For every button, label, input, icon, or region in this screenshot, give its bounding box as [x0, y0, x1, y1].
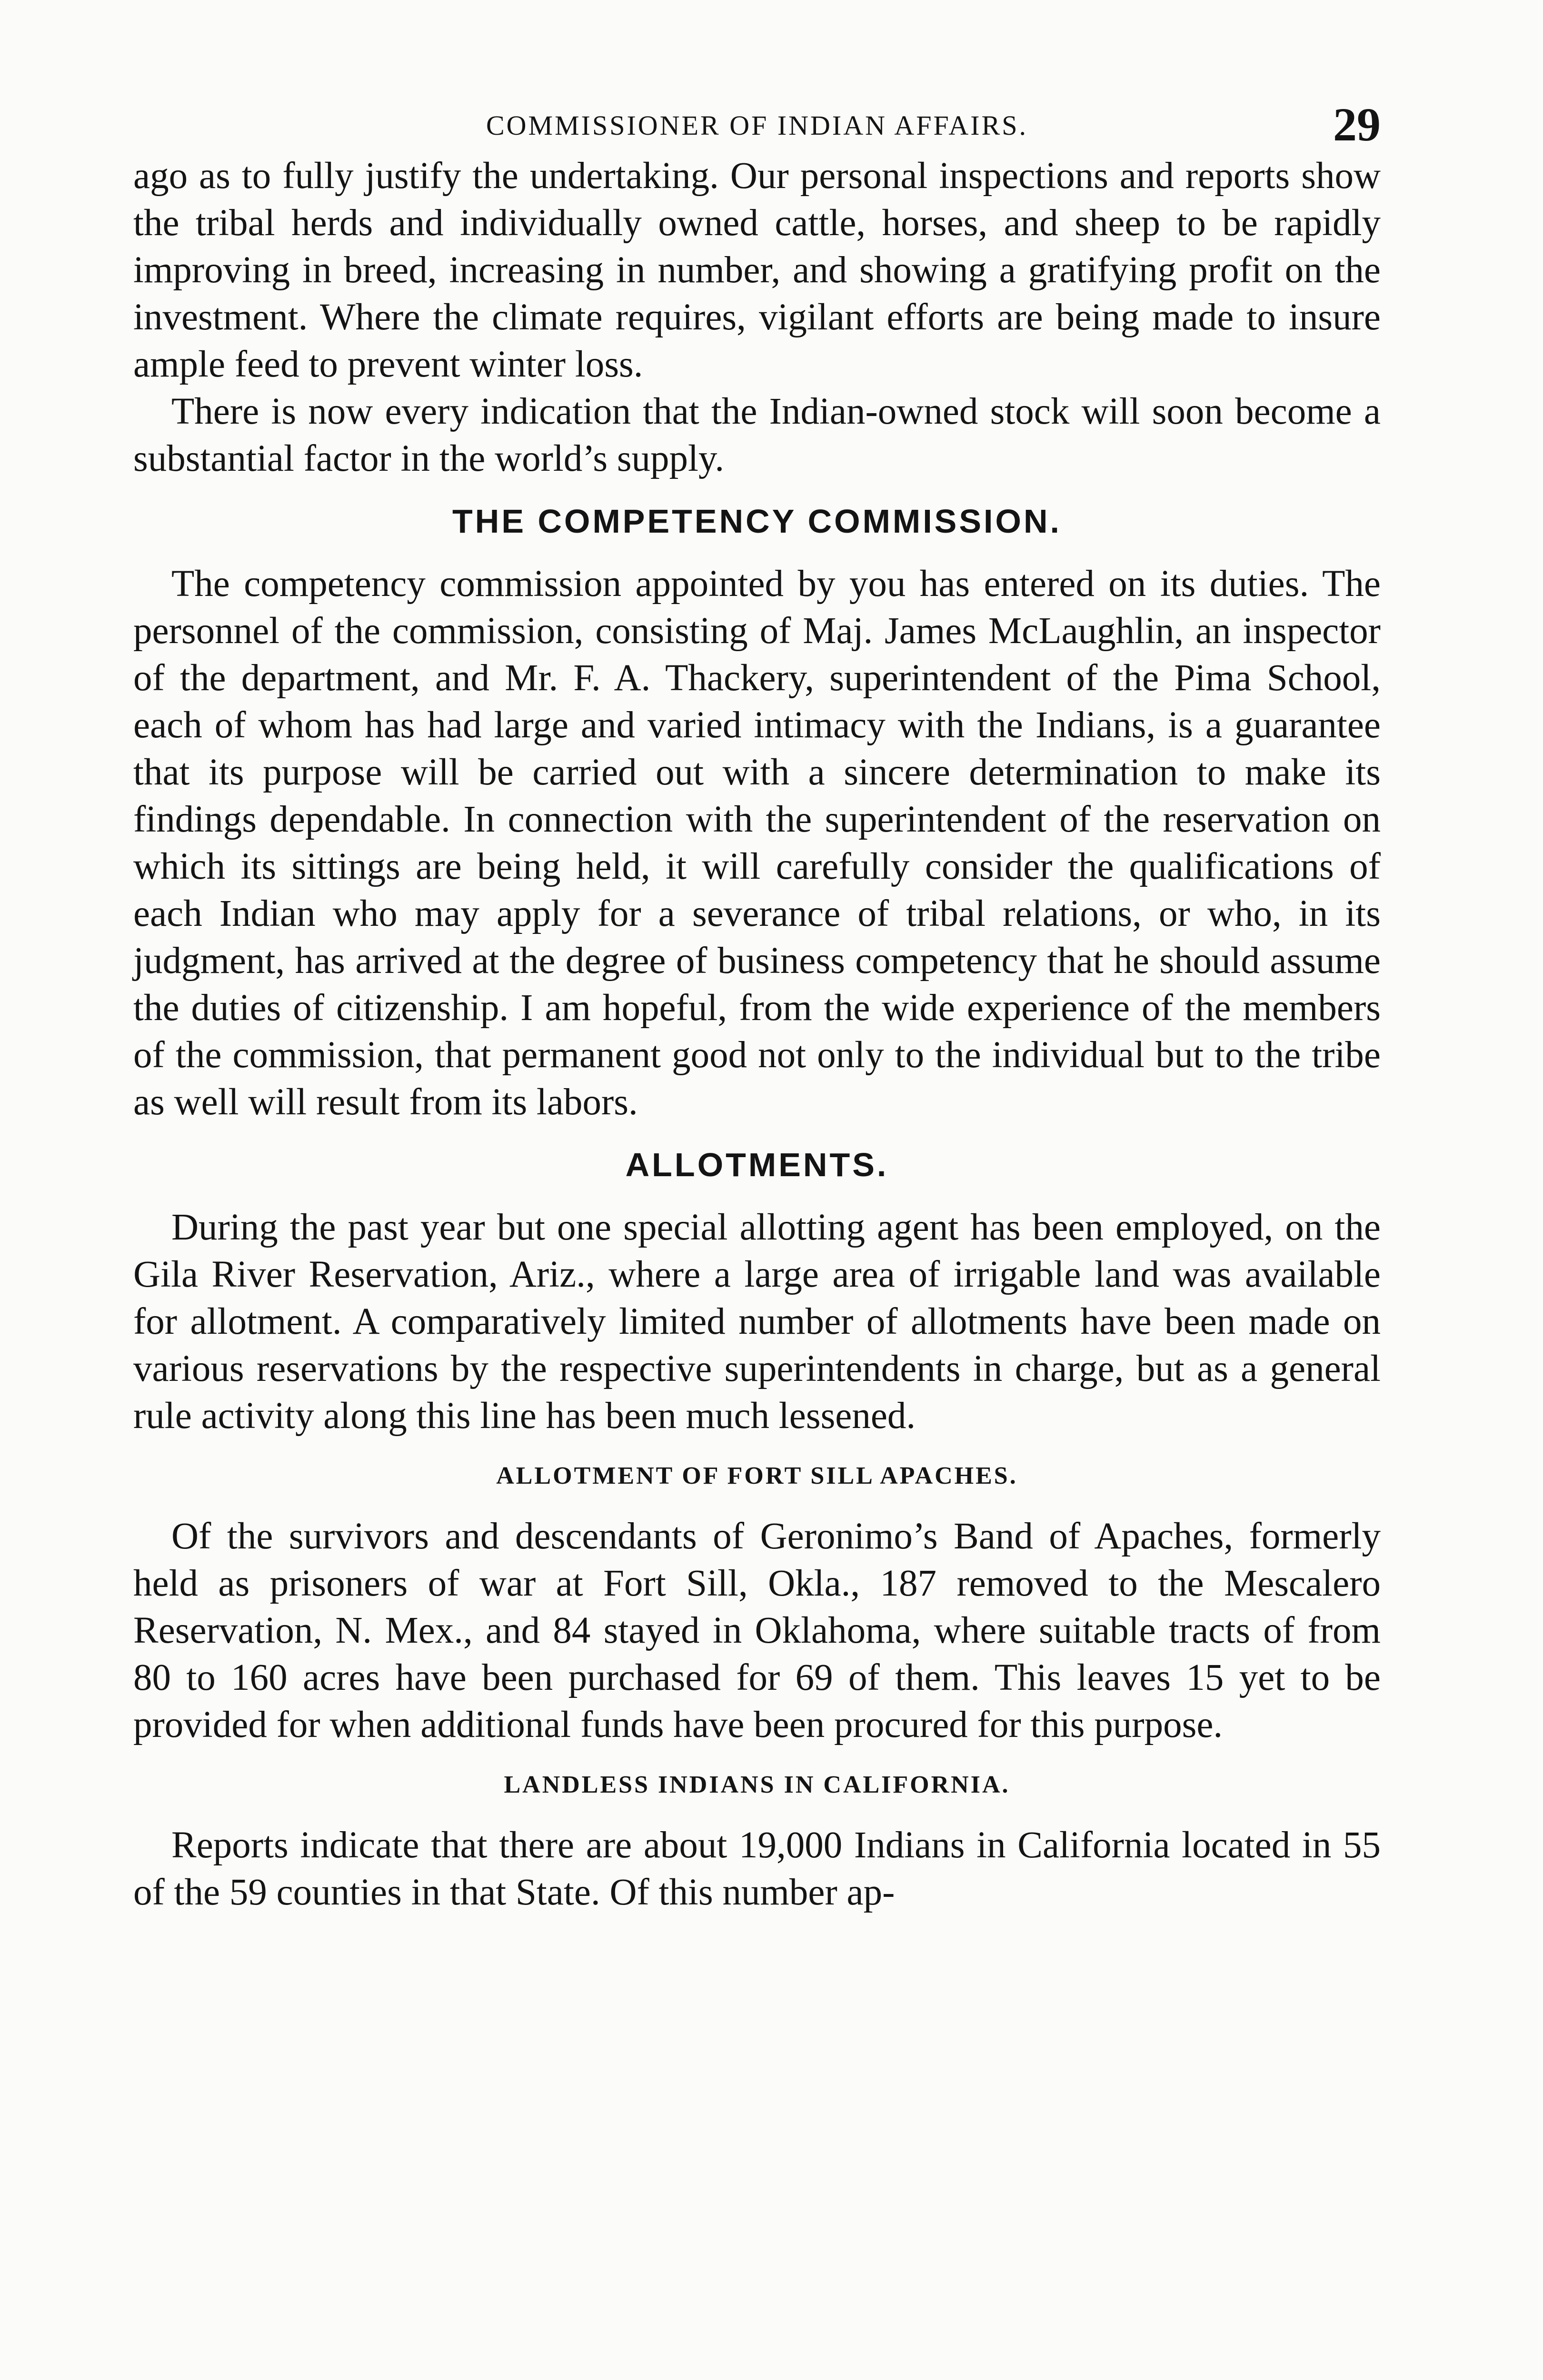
paragraph-livestock: ago as to fully justify the undertaking. Our personal inspections and reports show the tribal herds and individually owned cattle, horses, and sheep to be rapidly improving in breed, increasing in number, and showing a gratifying profit on the investment. Where the climate requires, vigilant efforts are being made to insure ample feed to prevent winter loss.	[133, 155, 1381, 385]
paragraph-world-supply: There is now every indication that the Indian-owned stock will soon become a substantial factor in the world’s supply.	[133, 391, 1381, 479]
heading-allotments: ALLOTMENTS.	[625, 1146, 889, 1183]
paragraph-competency-commission: The competency commission appointed by you has entered on its duties. The personnel of the commission, consisting of Maj. James McLaughlin, an inspector of the department, and Mr. F. A. Thackery, superintendent of the Pima School, each of whom has had large and varied intimacy with the Indians, is a guarantee that its purpose will be carried out with a sincere determination to make its findings dependable. In connection with the superintendent of the reservation on which its sittings are being held, it will carefully consider the qualifications of each Indian who may apply for a severance of tribal relations, or who, in its judgment, has arrived at the degree of business competency that he should assume the duties of citizenship. I am hopeful, from the wide experience of the members of the commission, that permanent good not only to the individual but to the tribe as well will result from its labors.	[133, 563, 1381, 1123]
paragraph-landless-indians: Reports indicate that there are about 19,000 Indians in California located in 55 of the 59 counties in that State. Of this number ap-	[133, 1825, 1381, 1913]
subheading-landless-indians: LANDLESS INDIANS IN CALIFORNIA.	[504, 1771, 1010, 1798]
text-column	[133, 95, 1381, 1916]
paragraph-allotments: During the past year but one special allotting agent has been employed, on the Gila River Reservation, Ariz., where a large area of irrigable land was available for allotment. A comparatively limited number of allotments have been made on various reservations by the respective superintendents in charge, but as a general rule activity along this line has been much lessened.	[133, 1207, 1381, 1437]
paragraph-fort-sill-apaches: Of the survivors and descendants of Geronimo’s Band of Apaches, formerly held as prisoners of war at Fort Sill, Okla., 187 removed to the Mescalero Reservation, N. Mex., and 84 stayed in Oklahoma, where suitable tracts of from 80 to 160 acres have been purchased for 69 of them. This leaves 15 yet to be provided for when additional funds have been procured for this purpose.	[133, 1516, 1381, 1745]
running-head	[133, 95, 1381, 152]
page-number: 29	[1333, 98, 1381, 151]
running-title: COMMISSIONER OF INDIAN AFFAIRS.	[486, 110, 1028, 141]
subheading-fort-sill-apaches: ALLOTMENT OF FORT SILL APACHES.	[496, 1462, 1018, 1489]
heading-competency-commission: THE COMPETENCY COMMISSION.	[452, 503, 1062, 540]
